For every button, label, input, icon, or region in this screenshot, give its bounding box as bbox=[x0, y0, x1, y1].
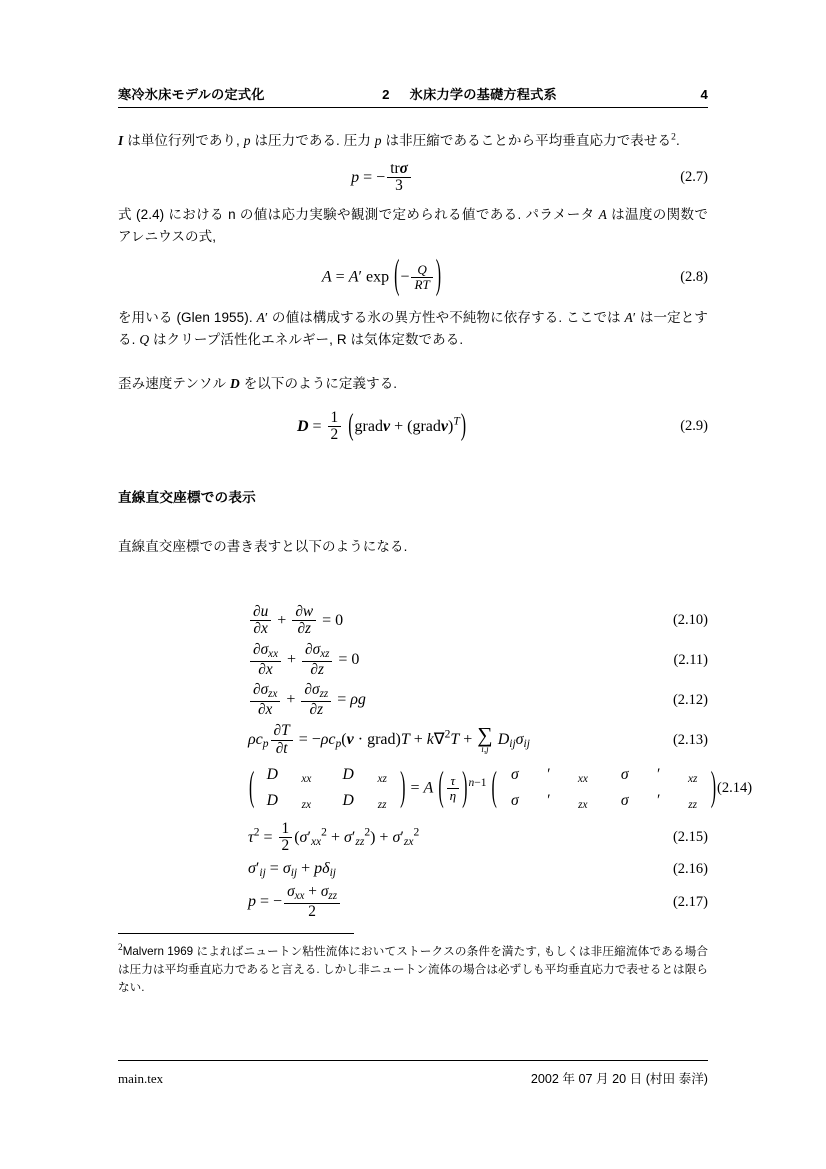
page-content bbox=[118, 84, 753, 997]
footer-date-author: 2002 年 07 月 20 日 (村田 泰洋) bbox=[530, 1072, 708, 1086]
equation-2-15-body: $\tau^2$ = $\frac{1}{2}$ $(\sigma'_{xx}^2 + \sigma'_{zz}^2) + \sigma'_{zx}^2$ bbox=[248, 819, 420, 855]
equation-2-16 bbox=[118, 860, 708, 879]
subsection-heading: 直線直交座標での表示 bbox=[118, 489, 256, 505]
paragraph-1-text-a: は単位行列であり, bbox=[127, 133, 244, 148]
equation-2-10-body: $\frac{\partial u}{\partial x}$ + $\frac{\partial w}{\partial z}$ = 0 bbox=[118, 604, 343, 638]
equation-2-14-tag: (2.14) bbox=[717, 780, 753, 797]
page-footer bbox=[118, 1060, 708, 1087]
equation-2-17 bbox=[118, 884, 708, 921]
running-head-section-title: 氷床力学の基礎方程式系 bbox=[409, 87, 557, 102]
footer-rule bbox=[118, 1060, 708, 1061]
equation-2-9-tag: (2.9) bbox=[680, 418, 708, 435]
equation-list bbox=[118, 602, 753, 921]
paragraph-1-text-d: . bbox=[675, 133, 680, 148]
paragraph-4-text-b: を以下のように定義する. bbox=[239, 375, 398, 391]
paragraph-1-text-c: は非圧縮であることから平均垂直応力で表せる bbox=[381, 133, 672, 148]
equation-2-15-tag: (2.15) bbox=[672, 829, 708, 846]
equation-2-7-body: p = − $\frac{\text{trσ}}{3}$ bbox=[118, 161, 646, 195]
equation-2-13-body: $\rho c_p$ $\frac{\partial T}{\partial t}$ = $-\rho c_p(v$ · grad)T + k∇$^2$T + ∑ i,j $D_{ij}\sigma_{ij}$ bbox=[248, 722, 530, 757]
equation-2-9 bbox=[118, 410, 708, 444]
equation-2-12-body: $\frac{\partial\sigma_{zx}}{\partial x}$ + $\frac{\partial\sigma_{zz}}{\partial z}$ = ρg bbox=[118, 682, 366, 719]
equation-2-14-body: ( D xx D xz D zx D zz ) = A ( $\frac{\tau}{\eta}$ )$^{n-1}$ ( σ ′ xx σ ′ xz σ ′ zx σ ′ zz ) bbox=[249, 765, 717, 812]
page-number: 4 bbox=[700, 87, 708, 102]
paragraph-3: を用いる (Glen 1955). A′ の値は構成する氷の異方性や不純物に依存する. ここでは A′ は一定とする. Q はクリープ活性化エネルギー, R は気体定数である. bbox=[118, 310, 709, 347]
running-head-section-number: 2 bbox=[382, 87, 390, 102]
equation-2-16-tag: (2.16) bbox=[672, 860, 708, 877]
footnote-rule bbox=[118, 933, 354, 934]
equation-2-11-tag: (2.11) bbox=[673, 651, 708, 668]
paragraph-1-text-b: は圧力である. 圧力 bbox=[250, 133, 375, 148]
equation-2-13 bbox=[118, 723, 708, 757]
paragraph-2-text-a: 式 (2.4) における n の値は応力実験や観測で定められる値である. パラメータ bbox=[118, 207, 599, 223]
equation-2-11-body: $\frac{\partial\sigma_{xx}}{\partial x}$ + $\frac{\partial\sigma_{xz}}{\partial z}$ = 0 bbox=[118, 642, 359, 679]
equation-2-11 bbox=[118, 642, 708, 679]
equation-2-10 bbox=[118, 604, 708, 638]
footnote bbox=[118, 941, 708, 997]
paragraph-4: 歪み速度テンソル D を以下のように定義する. bbox=[118, 375, 398, 391]
paragraph-5: 直線直交座標での書き表すと以下のようになる. bbox=[118, 538, 408, 554]
running-head-section bbox=[265, 84, 701, 103]
equation-2-14 bbox=[118, 763, 753, 814]
equation-2-12 bbox=[118, 682, 708, 719]
paragraph-3-text-a: を用いる (Glen 1955). bbox=[118, 310, 257, 326]
equation-2-8 bbox=[118, 254, 708, 299]
equation-2-17-tag: (2.17) bbox=[672, 893, 708, 910]
running-head-left: 寒冷氷床モデルの定式化 bbox=[118, 87, 265, 102]
equation-2-10-tag: (2.10) bbox=[672, 612, 708, 629]
paragraph-3-text-c: は一定とする. bbox=[118, 310, 709, 347]
paragraph-3-text-d: はクリープ活性化エネルギー, R は気体定数である. bbox=[149, 331, 464, 347]
equation-2-16-body: $\sigma'_{ij} = \sigma_{ij} + p\delta_{ij}$ bbox=[248, 859, 336, 879]
paragraph-1: I は単位行列であり, p は圧力である. 圧力 p は非圧縮であることから平均垂直応力で表せる$^2$. bbox=[118, 132, 680, 148]
equation-2-15 bbox=[118, 821, 708, 855]
paragraph-2-text-b: は温度の関数でアレニウスの式, bbox=[118, 207, 708, 244]
equation-2-8-tag: (2.8) bbox=[680, 268, 708, 285]
paragraph-2: 式 (2.4) における n の値は応力実験や観測で定められる値である. パラメータ A は温度の関数でアレニウスの式, bbox=[118, 207, 708, 244]
footer-filename: main.tex bbox=[118, 1071, 164, 1086]
equation-2-8-body: A = A′ exp (− $\frac{Q}{RT}$ ) bbox=[321, 254, 442, 299]
footnote-reference: 2 bbox=[671, 132, 676, 143]
equation-2-7-tag: (2.7) bbox=[680, 169, 708, 186]
equation-2-12-tag: (2.12) bbox=[672, 692, 708, 709]
paragraph-3-text-b: の値は構成する氷の異方性や不純物に依存する. ここでは bbox=[268, 310, 625, 326]
equation-2-17-body: p = − $\frac{\sigma_{xx} + \sigma_{zz}}{2}$ bbox=[118, 884, 342, 921]
footnote-mark: 2 bbox=[118, 942, 123, 953]
equation-2-7 bbox=[118, 161, 708, 195]
running-head bbox=[118, 84, 708, 108]
equation-2-9-body: D = $\frac{1}{2}$ (gradv + (gradv)$^T$) bbox=[296, 408, 467, 444]
equation-2-13-tag: (2.13) bbox=[672, 731, 708, 748]
footnote-text: Malvern 1969 によればニュートン粘性流体においてストークスの条件を満たす, もしくは非圧縮流体である場合は圧力は平均垂直応力であると言える. しかし非ニュートン流体の場合は必ずしも平均垂直応力で表せるとは限らない. bbox=[118, 944, 708, 994]
paragraph-4-text-a: 歪み速度テンソル bbox=[118, 375, 230, 391]
